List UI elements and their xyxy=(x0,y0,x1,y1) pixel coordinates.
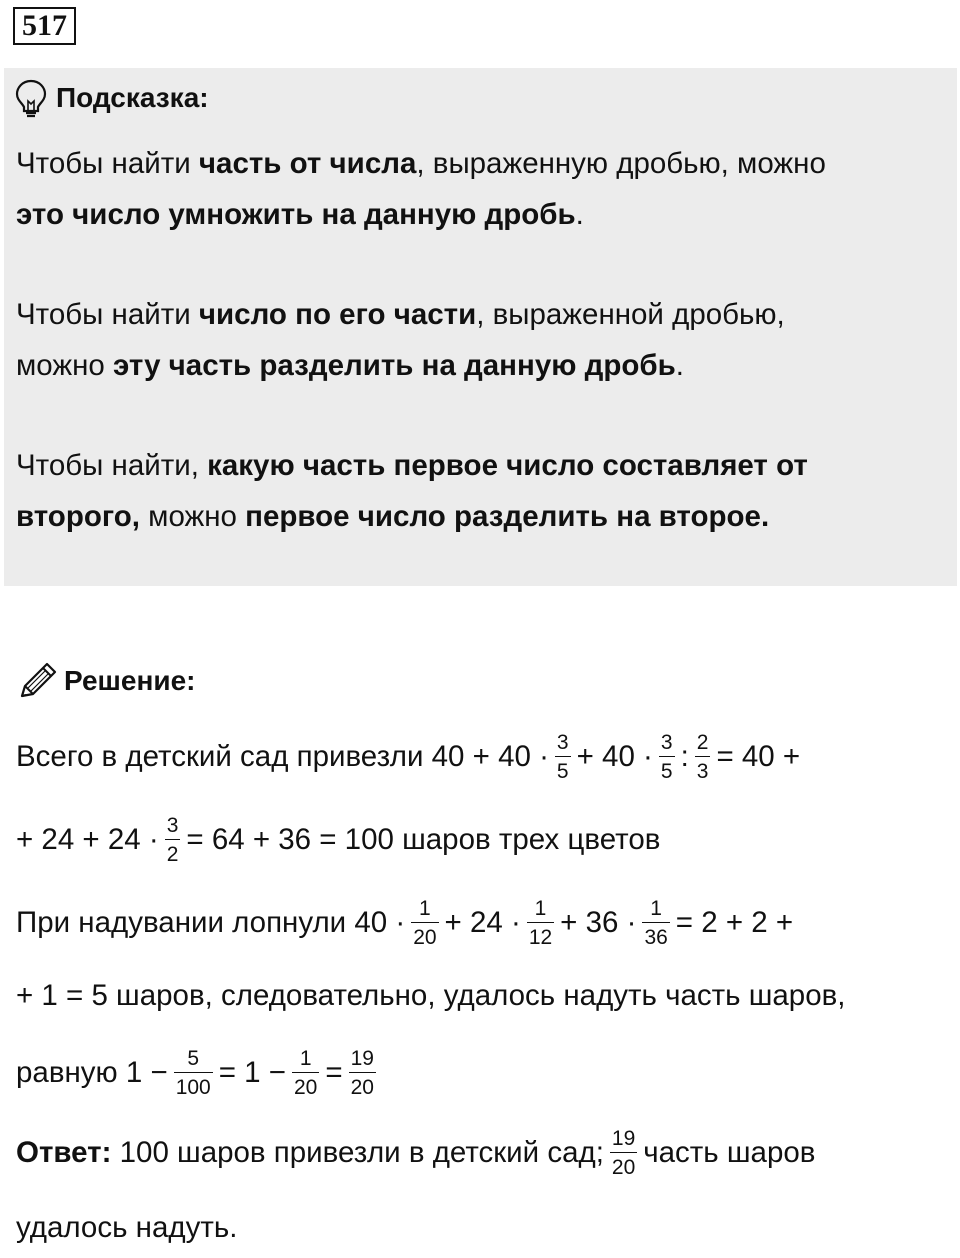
fraction: $\frac{3}{5}$ xyxy=(660,731,673,783)
answer-line: Ответ: 100 шаров привезли в детский сад; $\frac{19}{20}$ часть шаров xyxy=(16,1127,816,1179)
answer-line-2: удалось надуть. xyxy=(16,1211,238,1244)
hint-header xyxy=(14,78,209,118)
solution-header xyxy=(16,658,195,704)
hint-title: Подсказка: xyxy=(56,82,209,113)
fraction: $\frac{5}{100}$ xyxy=(175,1047,211,1099)
hint-paragraph-2: Чтобы найти число по его части, выраженной дробью, можно эту часть разделить на данную дробь. xyxy=(16,298,785,382)
fraction: $\frac{3}{2}$ xyxy=(166,814,179,866)
hint-paragraph-3: Чтобы найти, какую часть первое число составляет от второго, можно первое число разделить на второе. xyxy=(16,449,808,533)
solution-line-4: + 1 = 5 шаров, следовательно, удалось надуть часть шаров, xyxy=(16,979,846,1012)
task-number: 517 xyxy=(13,7,76,45)
solution-title: Решение: xyxy=(64,665,196,696)
lightbulb-icon xyxy=(14,78,48,118)
solution-line-1: Всего в детский сад привезли 40 + 40 · $\frac{3}{5}$ + 40 · $\frac{3}{5}$ : $\frac{2}{3}$ = 40 + xyxy=(16,731,801,783)
solution-line-5: равную 1 − $\frac{5}{100}$ = 1 − $\frac{1}{20}$ = $\frac{19}{20}$ xyxy=(16,1047,374,1099)
solution-line-3: При надувании лопнули 40 · $\frac{1}{20}$ + 24 · $\frac{1}{12}$ + 36 · $\frac{1}{36}$ = 2 + 2 + xyxy=(16,897,794,949)
fraction: $\frac{1}{36}$ xyxy=(644,897,668,949)
answer-label: Ответ: xyxy=(16,1136,112,1169)
hint-paragraph-1: Чтобы найти часть от числа, выраженную дробью, можно это число умножить на данную дробь. xyxy=(16,147,826,231)
fraction: $\frac{1}{20}$ xyxy=(413,897,437,949)
fraction: $\frac{2}{3}$ xyxy=(696,731,709,783)
solution-line-2: + 24 + 24 · $\frac{3}{2}$ = 64 + 36 = 100 шаров трех цветов xyxy=(16,814,661,866)
fraction: $\frac{3}{5}$ xyxy=(556,731,569,783)
pencil-icon xyxy=(16,660,60,702)
fraction: $\frac{19}{20}$ xyxy=(350,1047,374,1099)
fraction: $\frac{19}{20}$ xyxy=(611,1127,636,1179)
fraction: $\frac{1}{20}$ xyxy=(294,1047,318,1099)
fraction: $\frac{1}{12}$ xyxy=(528,897,553,949)
